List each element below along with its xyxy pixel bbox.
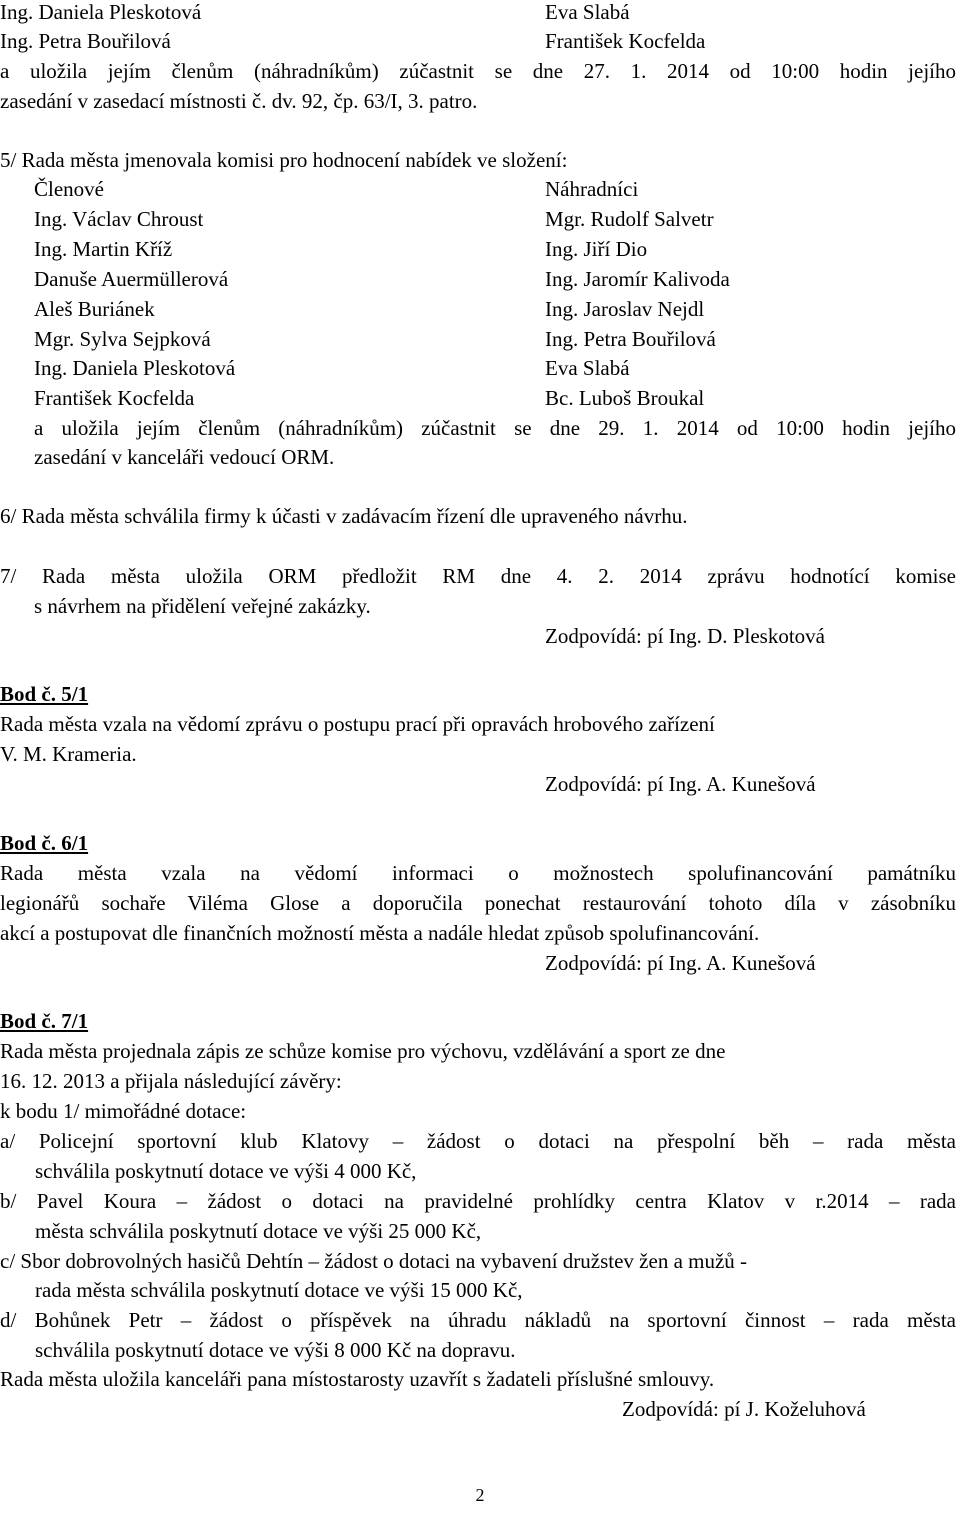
bod61-text-line-2: legionářů sochaře Viléma Glose a doporučila ponechat restaurování tohoto díla v zásobníku xyxy=(0,891,956,915)
item5-substitute: Ing. Petra Bouřilová xyxy=(545,327,716,351)
bod61-text-line-1: Rada města vzala na vědomí informaci o možnostech spolufinancování památníku xyxy=(0,861,956,885)
item7-text-line-1: 7/ Rada města uložila ORM předložit RM dne 4. 2. 2014 zprávu hodnotící komise xyxy=(0,564,956,588)
item5-member: Mgr. Sylva Sejpková xyxy=(34,327,211,351)
bod61-heading: Bod č. 6/1 xyxy=(0,831,89,855)
item5-heading: 5/ Rada města jmenovala komisi pro hodnocení nabídek ve složení: xyxy=(0,148,568,172)
bod71-item-d-line-2: schválila poskytnutí dotace ve výši 8 000 Kč na dopravu. xyxy=(35,1338,516,1362)
bod71-item-c-line-1: c/ Sbor dobrovolných hasičů Dehtín – žádost o dotaci na vybavení družstev žen a mužů - xyxy=(0,1249,748,1273)
top-left-name-1: Ing. Daniela Pleskotová xyxy=(0,0,202,24)
top-right-name-1: Eva Slabá xyxy=(545,0,630,24)
item5-substitute: Bc. Luboš Broukal xyxy=(545,386,705,410)
item5-substitute: Ing. Jaromír Kalivoda xyxy=(545,267,730,291)
top-left-name-2: Ing. Petra Bouřilová xyxy=(0,29,171,53)
bod71-item-b-line-1: b/ Pavel Koura – žádost o dotaci na pravidelné prohlídky centra Klatov v r.2014 – rada xyxy=(0,1189,956,1213)
bod71-text-line-3: k bodu 1/ mimořádné dotace: xyxy=(0,1099,247,1123)
bod51-responsible: Zodpovídá: pí Ing. A. Kunešová xyxy=(545,772,816,796)
bod71-item-a-line-2: schválila poskytnutí dotace ve výši 4 000 Kč, xyxy=(35,1159,417,1183)
item5-text-line-1: a uložila jejím členům (náhradníkům) zúčastnit se dne 29. 1. 2014 od 10:00 hodin jejího xyxy=(34,416,956,440)
bod71-item-b-line-2: města schválila poskytnutí dotace ve výši 25 000 Kč, xyxy=(35,1219,482,1243)
item5-substitute: Ing. Jiří Dio xyxy=(545,237,648,261)
item5-member: Aleš Buriánek xyxy=(34,297,155,321)
item6-text: 6/ Rada města schválila firmy k účasti v zadávacím řízení dle upraveného návrhu. xyxy=(0,504,688,528)
bod51-text-line-1: Rada města vzala na vědomí zprávu o postupu prací při opravách hrobového zařízení xyxy=(0,712,715,736)
item7-text-line-2: s návrhem na přidělení veřejné zakázky. xyxy=(34,594,371,618)
item5-members-header: Členové xyxy=(34,177,104,201)
item5-text-line-2: zasedání v kanceláři vedoucí ORM. xyxy=(34,445,335,469)
item5-substitute: Mgr. Rudolf Salvetr xyxy=(545,207,714,231)
item5-substitutes-header: Náhradníci xyxy=(545,177,639,201)
item5-member: Ing. Martin Kříž xyxy=(34,237,173,261)
bod51-heading: Bod č. 5/1 xyxy=(0,682,89,706)
item5-member: Ing. Daniela Pleskotová xyxy=(34,356,236,380)
bod71-responsible: Zodpovídá: pí J. Koželuhová xyxy=(622,1397,866,1421)
item5-substitute: Eva Slabá xyxy=(545,356,630,380)
bod61-text-line-3: akcí a postupovat dle finančních možností města a nadále hledat způsob spolufinancování. xyxy=(0,921,760,945)
page-number: 2 xyxy=(475,1485,485,1505)
bod71-item-a-line-1: a/ Policejní sportovní klub Klatovy – žádost o dotaci na přespolní běh – rada města xyxy=(0,1129,956,1153)
top-text-line-1: a uložila jejím členům (náhradníkům) zúčastnit se dne 27. 1. 2014 od 10:00 hodin jejího xyxy=(0,59,956,83)
bod61-responsible: Zodpovídá: pí Ing. A. Kunešová xyxy=(545,951,816,975)
bod51-text-line-2: V. M. Krameria. xyxy=(0,742,137,766)
bod71-closing: Rada města uložila kanceláři pana místostarosty uzavřít s žadateli příslušné smlouvy. xyxy=(0,1367,715,1391)
bod71-item-d-line-1: d/ Bohůnek Petr – žádost o příspěvek na úhradu nákladů na sportovní činnost – rada města xyxy=(0,1308,956,1332)
top-text-line-2: zasedání v zasedací místnosti č. dv. 92, čp. 63/I, 3. patro. xyxy=(0,89,478,113)
item5-member: Ing. Václav Chroust xyxy=(34,207,204,231)
bod71-heading: Bod č. 7/1 xyxy=(0,1009,89,1033)
top-right-name-2: František Kocfelda xyxy=(545,29,706,53)
bod71-text-line-1: Rada města projednala zápis ze schůze komise pro výchovu, vzdělávání a sport ze dne xyxy=(0,1039,726,1063)
item7-responsible: Zodpovídá: pí Ing. D. Pleskotová xyxy=(545,624,825,648)
item5-member: František Kocfelda xyxy=(34,386,195,410)
item5-member: Danuše Auermüllerová xyxy=(34,267,229,291)
item5-substitute: Ing. Jaroslav Nejdl xyxy=(545,297,705,321)
bod71-text-line-2: 16. 12. 2013 a přijala následující závěry: xyxy=(0,1069,342,1093)
bod71-item-c-line-2: rada města schválila poskytnutí dotace ve výši 15 000 Kč, xyxy=(35,1278,523,1302)
